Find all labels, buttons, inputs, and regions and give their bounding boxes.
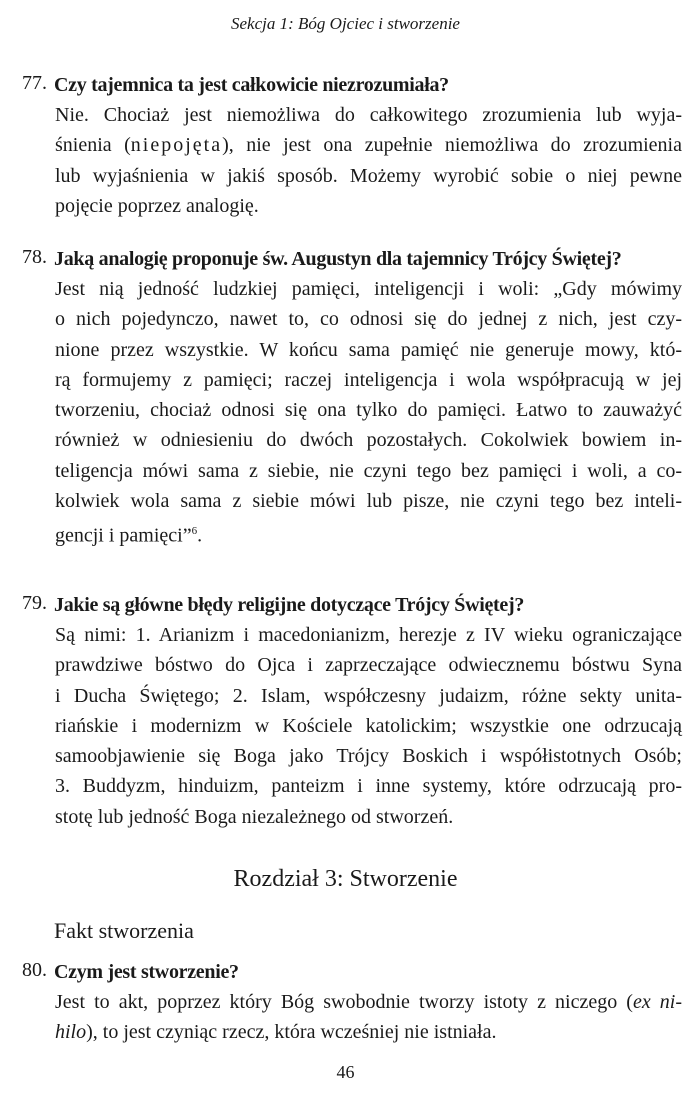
answer-line: nione przez wszystkie. W końcu sama pamięć nie generuje mowy, któ- <box>55 338 682 361</box>
question-number: 77. <box>22 72 47 94</box>
answer-line: pojęcie poprzez analogię. <box>55 194 259 217</box>
answer <box>55 274 682 551</box>
answer-line: stotę lub jedność Boga niezależnego od stworzeń. <box>55 805 454 828</box>
answer-line: prawdziwe bóstwo do Ojca i zaprzeczające odwiecznemu bóstwu Syna <box>55 654 682 677</box>
page-number: 46 <box>336 1062 355 1082</box>
emphasis-spaced: niepojęta <box>130 134 223 157</box>
question-77 <box>22 70 682 221</box>
text-run: ), nie jest ona zupełnie niemożliwa do zrozumienia <box>222 134 682 157</box>
answer-line: samoobjawienie się Boga jako Trójcy Boskich i współistotnych Osób; <box>55 745 682 768</box>
question-number: 79. <box>22 592 47 614</box>
text-run: gencji i pamięci” <box>55 525 192 548</box>
question-title: Czym jest stworzenie? <box>54 961 239 983</box>
latin-term: hilo <box>55 1021 87 1044</box>
question-title: Jakie są główne błędy religijne dotyczące Trójcy Świętej? <box>54 594 525 616</box>
text-run: Jest to akt, poprzez który Bóg swobodnie tworzy istoty z niczego ( <box>55 991 633 1013</box>
answer-line <box>55 516 682 551</box>
answer-line: Jest nią jedność ludzkiej pamięci, inteligencji i woli: „Gdy mówimy <box>55 278 682 300</box>
answer-line: rą formujemy z pamięci; raczej inteligencja i wola współpracują w jej <box>55 368 682 391</box>
question-number: 80. <box>22 959 47 981</box>
answer <box>55 987 682 1048</box>
question-80 <box>22 957 682 1048</box>
answer <box>55 620 682 832</box>
answer-line: 3. Buddyzm, hinduizm, panteizm i inne systemy, które odrzucają pro- <box>55 775 682 798</box>
answer-line: teligencja mówi sama z siebie, nie czyni tego bez pamięci i woli, a co- <box>55 459 682 482</box>
answer-line: riańskie i modernizm w Kościele katolickim; wszystkie one odrzucają <box>55 714 682 737</box>
question-79 <box>22 590 682 832</box>
answer-line: i Ducha Świętego; 2. Islam, współczesny judaizm, różne sekty unita- <box>55 684 682 707</box>
footnote-ref[interactable]: 6 <box>191 525 198 538</box>
answer-line: Nie. Chociaż jest niemożliwa do całkowitego zrozumienia lub wyja- <box>55 104 682 126</box>
text-run: śnienia ( <box>55 134 131 157</box>
answer-line <box>55 987 682 1017</box>
answer-line: Są nimi: 1. Arianizm i macedonianizm, herezje z IV wieku ograniczające <box>55 624 682 646</box>
answer-line <box>55 1017 682 1047</box>
text-run: . <box>197 525 203 548</box>
subsection-title: Fakt stworzenia <box>54 918 194 943</box>
question-title: Jaką analogię proponuje św. Augustyn dla tajemnicy Trójcy Świętej? <box>54 248 622 270</box>
answer-line: lub wyjaśnienia w jakiś sposób. Możemy wyrobić sobie o niej pewne <box>55 164 682 187</box>
question-title: Czy tajemnica ta jest całkowicie niezrozumiała? <box>54 74 449 96</box>
answer-line: kolwiek wola sama z siebie mówi lub pisze, nie czyni tego bez inteli- <box>55 490 682 513</box>
answer <box>55 100 682 221</box>
question-78 <box>22 244 682 551</box>
running-head: Sekcja 1: Bóg Ojciec i stworzenie <box>231 14 460 33</box>
answer-line: również w odniesieniu do dwóch pozostałych. Cokolwiek bowiem in- <box>55 429 682 452</box>
answer-line <box>55 130 682 160</box>
answer-line: tworzeniu, chociaż odnosi się ona tylko do pamięci. Łatwo to zauważyć <box>55 399 682 422</box>
answer-line: o nich pojedynczo, nawet to, co odnosi się do jednej z nich, jest czy- <box>55 308 682 331</box>
text-run: ), to jest czyniąc rzecz, która wcześniej nie istniała. <box>86 1021 497 1044</box>
question-number: 78. <box>22 246 47 268</box>
chapter-title: Rozdział 3: Stworzenie <box>233 866 458 892</box>
latin-term: ex ni- <box>632 991 682 1013</box>
